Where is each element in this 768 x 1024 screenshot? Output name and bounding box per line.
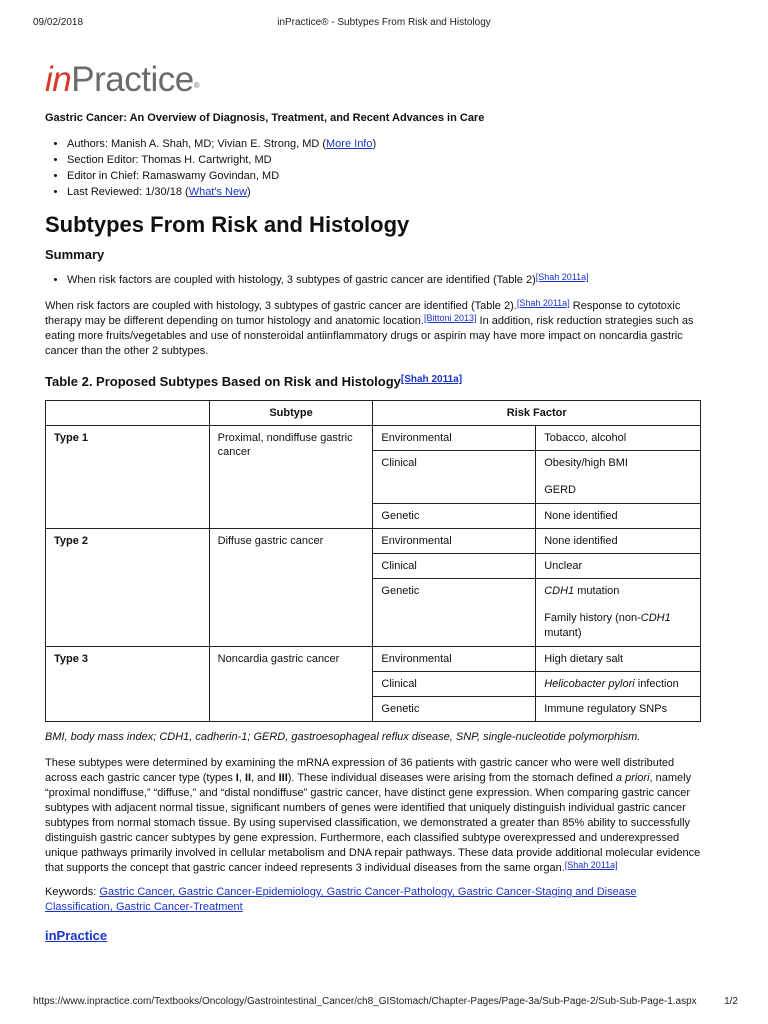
header-subtype: Subtype: [209, 401, 373, 426]
whats-new-link[interactable]: What's New: [188, 186, 248, 198]
print-date: 09/02/2018: [33, 17, 84, 28]
page-content: [45, 58, 705, 943]
table-header-row: [46, 401, 701, 426]
keyword-link[interactable]: Gastric Cancer-Staging and Disease Classification: [45, 886, 637, 913]
print-url: https://www.inpractice.com/Textbooks/Oncology/Gastrointestinal_Cancer/ch8_GIStomach/Chapter-Pages/Page-3a/Sub-Page-2/Sub-Sub-Page-1.aspx: [33, 996, 697, 1007]
risk-category: Environmental: [373, 529, 536, 554]
risk-factor: Obesity/high BMI GERD: [536, 451, 701, 504]
risk-category: Environmental: [373, 647, 536, 672]
risk-category: Clinical: [373, 451, 536, 504]
body-paragraph: These subtypes were determined by examining the mRNA expression of 36 patients with gastric cancer who were well distributed across each gastric cancer type (types I, II, and III). These individual diseases were arising from the stomach defined a priori, namely “proximal nondiffuse,” “diffuse,” and “distal nondiffuse” gastric cancer, have distinct gene expression. When comparing gastric cancer subtypes with adjacent normal tissue, significant numbers of genes were identified that uniquely distinguish individual gastric cancer subtypes from normal stomach tissue. By using supervised classification, we demonstrated a greater than 85% ability to successfully distinguish gastric cancer subtypes by gene expression. Furthermore, each classified subtype overexpressed and underexpressed unique pathways primarily involved in cellular metabolism and DNA repair pathways. These data provide additional molecular evidence that supports the concept that gastric cancer indeed represents 3 individual diseases from the same organ.[Shah 2011a]: [45, 757, 701, 874]
risk-factor: Unclear: [536, 554, 701, 579]
risk-category: Clinical: [373, 672, 536, 697]
risk-factor: Tobacco, alcohol: [536, 426, 701, 451]
page-title: Subtypes From Risk and Histology: [45, 212, 410, 237]
risk-category: Genetic: [373, 579, 536, 647]
keyword-link[interactable]: Gastric Cancer: [99, 886, 173, 898]
keyword-link[interactable]: Gastric Cancer-Epidemiology: [178, 886, 321, 898]
header-risk-factor: Risk Factor: [373, 401, 701, 426]
summary-item: • When risk factors are coupled with histology, 3 subtypes of gastric cancer are identified (Table 2)[Shah 2011a]: [67, 273, 705, 288]
page-number: 1/2: [724, 996, 738, 1007]
risk-category: Clinical: [373, 554, 536, 579]
header-empty: [46, 401, 210, 426]
table-footnote: BMI, body mass index; CDH1, cadherin-1; GERD, gastroesophageal reflux disease, SNP, single-nucleotide polymorphism.: [45, 731, 641, 743]
subtypes-table: [45, 400, 701, 722]
print-title: inPractice® - Subtypes From Risk and Histology: [277, 17, 491, 28]
table-row: [46, 529, 701, 554]
risk-factor: High dietary salt: [536, 647, 701, 672]
type-cell: Type 1: [46, 426, 210, 529]
subtype-cell: Proximal, nondiffuse gastric cancer: [209, 426, 373, 529]
inpractice-logo: inPractice®: [45, 60, 200, 99]
meta-list: [45, 136, 705, 200]
summary-heading: Summary: [45, 247, 105, 262]
risk-category: Environmental: [373, 426, 536, 451]
citation-link[interactable]: [Shah 2011a]: [535, 272, 589, 282]
keyword-link[interactable]: Gastric Cancer-Treatment: [115, 901, 243, 913]
risk-category: Genetic: [373, 697, 536, 722]
type-cell: Type 2: [46, 529, 210, 647]
summary-list: [45, 273, 705, 288]
meta-section-editor: • Section Editor: Thomas H. Cartwright, MD: [67, 152, 705, 168]
risk-factor: None identified: [536, 504, 701, 529]
subtype-cell: Diffuse gastric cancer: [209, 529, 373, 647]
risk-category: Genetic: [373, 504, 536, 529]
citation-link[interactable]: [Shah 2011a]: [400, 374, 463, 385]
table-row: [46, 426, 701, 451]
citation-link[interactable]: [Bittoni 2013]: [423, 313, 477, 323]
citation-link[interactable]: [Shah 2011a]: [564, 860, 618, 870]
risk-factor: Immune regulatory SNPs: [536, 697, 701, 722]
more-info-link[interactable]: More Info: [326, 138, 373, 150]
meta-last-reviewed: • Last Reviewed: 1/30/18 (What's New): [67, 184, 705, 200]
intro-paragraph: When risk factors are coupled with histology, 3 subtypes of gastric cancer are identified (Table 2).[Shah 2011a] Response to cytotoxic therapy may be different depending on tumor histology and anatomic location.[Bittoni 2013] In addition, risk reduction strategies such as eating more fruits/vegetables and use of nonsteroidal antiinflammatory drugs or aspirin may have more impact on noncardia gastric cancer than the other 2 subtypes.: [45, 298, 694, 357]
table-caption: Table 2. Proposed Subtypes Based on Risk and Histology[Shah 2011a]: [45, 374, 463, 389]
risk-factor: None identified: [536, 529, 701, 554]
inpractice-home-link[interactable]: inPractice: [45, 928, 108, 943]
home-link-container: [45, 928, 705, 943]
citation-link[interactable]: [Shah 2011a]: [516, 298, 570, 308]
keywords: Keywords: Gastric Cancer, Gastric Cancer-Epidemiology, Gastric Cancer-Pathology, Gastric Cancer-Staging and Disease Classification, Gastric Cancer-Treatment: [45, 886, 637, 913]
risk-factor: Helicobacter pylori infection: [536, 672, 701, 697]
table-row: [46, 647, 701, 672]
keyword-link[interactable]: Gastric Cancer-Pathology: [326, 886, 452, 898]
risk-factor: CDH1 mutation Family history (non-CDH1 mutant): [536, 579, 701, 647]
book-title: Gastric Cancer: An Overview of Diagnosis, Treatment, and Recent Advances in Care: [45, 112, 485, 124]
type-cell: Type 3: [46, 647, 210, 722]
meta-authors: • Authors: Manish A. Shah, MD; Vivian E. Strong, MD (More Info): [67, 136, 705, 152]
meta-editor-in-chief: • Editor in Chief: Ramaswamy Govindan, MD: [67, 168, 705, 184]
subtype-cell: Noncardia gastric cancer: [209, 647, 373, 722]
